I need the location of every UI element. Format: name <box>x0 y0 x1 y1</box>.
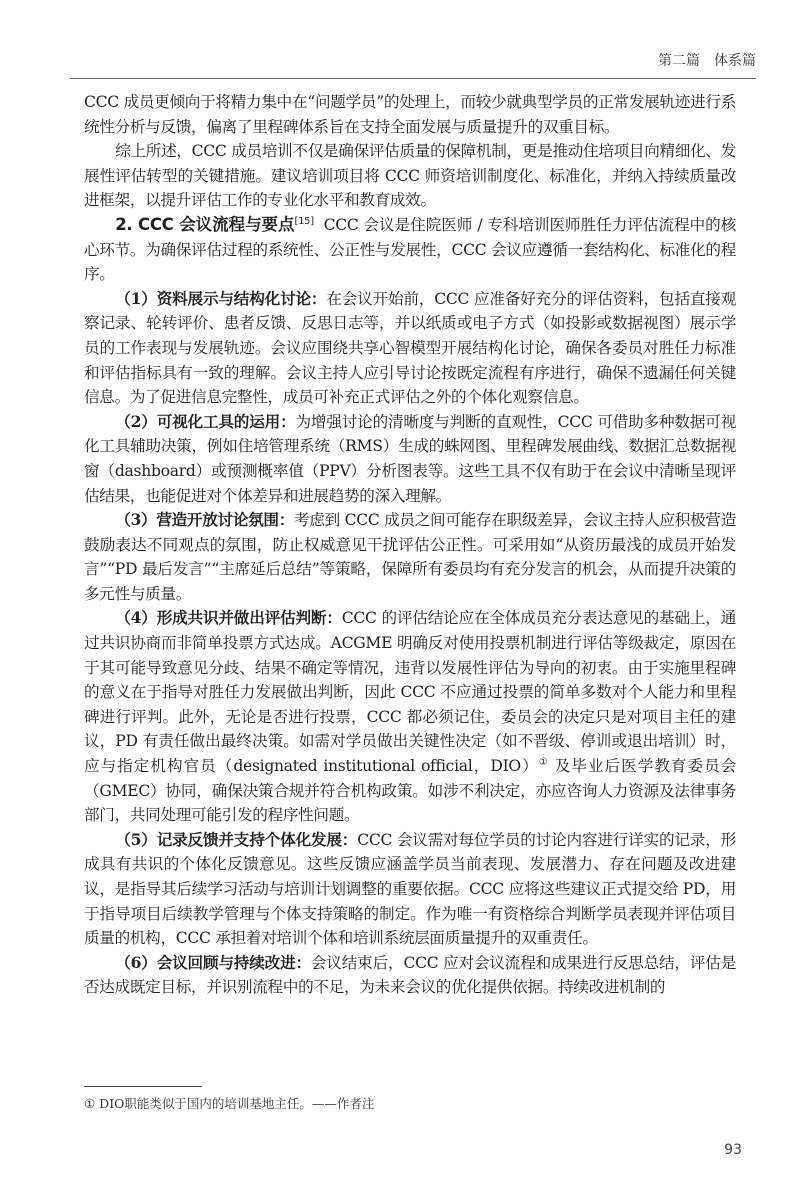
paragraph <box>84 287 736 410</box>
paragraph-text: 在会议开始前，CCC 应准备好充分的评估资料，包括直接观察记录、轮转评价、患者反馈、反思日志等，并以纸质或电子方式（如投影或数据视图）展示学员的工作表现与发展轨迹。会议应围绕共享心智模型开展结构化讨论，确保各委员对胜任力标准和评估指标具有一致的理解。会议主持人应引导讨论按既定流程有序进行，确保不遗漏任何关键信息。为了促进信息完整性，成员可补充正式评估之外的个体化观察信息。 <box>84 289 736 407</box>
page-number: 93 <box>724 1142 742 1158</box>
paragraph-lead: （4）形成共识并做出评估判断： <box>115 608 342 628</box>
paragraph-text: 考虑到 CCC 成员之间可能存在职级差异，会议主持人应积极营造鼓励表达不同观点的氛围，防止权威意见干扰评估公正性。可采用如“从资历最浅的成员开始发言”“PD 最后发言”“主席延后总结”等策略，保障所有委员均有充分发言的机会，从而提升决策的多元性与质量。 <box>84 511 736 603</box>
header-title: 体系篇 <box>714 53 756 69</box>
paragraph-lead: （3）营造开放讨论氛围： <box>115 510 295 530</box>
paragraph <box>84 606 736 827</box>
running-header <box>658 50 756 70</box>
paragraph <box>84 410 736 508</box>
paragraph-lead: （1）资料展示与结构化讨论： <box>115 288 327 308</box>
footnote-mark: ① <box>538 756 549 768</box>
section-heading: 2. CCC 会议流程与要点 <box>115 214 295 234</box>
paragraph <box>84 828 736 951</box>
paragraph-text: CCC 会议是住院医师 / 专科培训医师胜任力评估流程中的核心环节。为确保评估过程的系统性、公正性与发展性，CCC 会议应遵循一套结构化、标准化的程序。 <box>84 215 736 284</box>
paragraph-text: CCC 会议需对每位学员的讨论内容进行详实的记录，形成具有共识的个体化反馈意见。这些反馈应涵盖学员当前表现、发展潜力、存在问题及改进建议，是指导其后续学习活动与培训计划调整的重要依据。CCC 应将这些建议正式提交给 PD，用于指导项目后续教学管理与个体支持策略的制定。作为唯一有资格综合判断学员表现并评估项目质量的机构，CCC 承担着对培训个体和培训系统层面质量提升的双重责任。 <box>84 830 736 948</box>
paragraph <box>84 508 736 606</box>
citation-ref: [15] <box>294 215 314 227</box>
paragraph-text: 为增强讨论的清晰度与判断的直观性，CCC 可借助多种数据可视化工具辅助决策，例如住培管理系统（RMS）生成的蛛网图、里程碑发展曲线、数据汇总数据视窗（dashboard）或预测概率值（PPV）分析图表等。这些工具不仅有助于在会议中清晰呈现评估结果，也能促进对个体差异和进展趋势的深入理解。 <box>84 412 736 505</box>
paragraph-text-cont: 及毕业后医学教育委员会（GMEC）协同，确保决策合规并符合机构政策。如涉不利决定，亦应咨询人力资源及法律事务部门，共同处理可能引发的程序性问题。 <box>84 757 736 825</box>
paragraph <box>84 90 736 139</box>
paragraph-text: CCC 的评估结论应在全体成员充分表达意见的基础上，通过共识协商而非简单投票方式达成。ACGME 明确反对使用投票机制进行评估等级裁定，原因在于其可能导致意见分歧、结果不确定等情况，违背以发展性评估为导向的初衷。由于实施里程碑的意义在于指导对胜任力发展做出判断，因此 CCC 不应通过投票的简单多数对个人能力和里程碑进行评判。此外，无论是否进行投票，CCC 都必须记住，委员会的决定只是对项目主任的建议，PD 有责任做出最终决策。如需对学员做出关键性决定（如不晋级、停训或退出培训）时，应与指定机构官员（designated institutional official，DIO） <box>84 609 736 776</box>
footnote-rule <box>84 1086 202 1087</box>
paragraph <box>84 139 736 213</box>
header-rule <box>70 78 756 79</box>
paragraph <box>84 951 736 1000</box>
paragraph-text: 综上所述，CCC 成员培训不仅是确保评估质量的保障机制，更是推动住培项目向精细化、发展性评估转型的关键措施。建议培训项目将 CCC 师资培训制度化、标准化，并纳入持续质量改进框架，以提升评估工作的专业化水平和教育成效。 <box>84 142 736 210</box>
paragraph-text: 会议结束后，CCC 应对会议流程和成果进行反思总结，评估是否达成既定目标，并识别流程中的不足，为未来会议的优化提供依据。持续改进机制的 <box>84 953 736 997</box>
paragraph-lead: （2）可视化工具的运用： <box>115 411 296 431</box>
section-paragraph <box>84 213 736 287</box>
footnote: ① DIO职能类似于国内的培训基地主任。——作者注 <box>84 1096 375 1111</box>
body-text <box>84 90 736 1000</box>
paragraph-lead: （5）记录反馈并支持个体化发展： <box>115 829 358 849</box>
header-part: 第二篇 <box>658 53 700 69</box>
paragraph-text: CCC 成员更倾向于将精力集中在“问题学员”的处理上，而较少就典型学员的正常发展轨迹进行系统性分析与反馈，偏离了里程碑体系旨在支持全面发展与质量提升的双重目标。 <box>84 93 736 136</box>
paragraph-lead: （6）会议回顾与持续改进： <box>115 952 311 972</box>
